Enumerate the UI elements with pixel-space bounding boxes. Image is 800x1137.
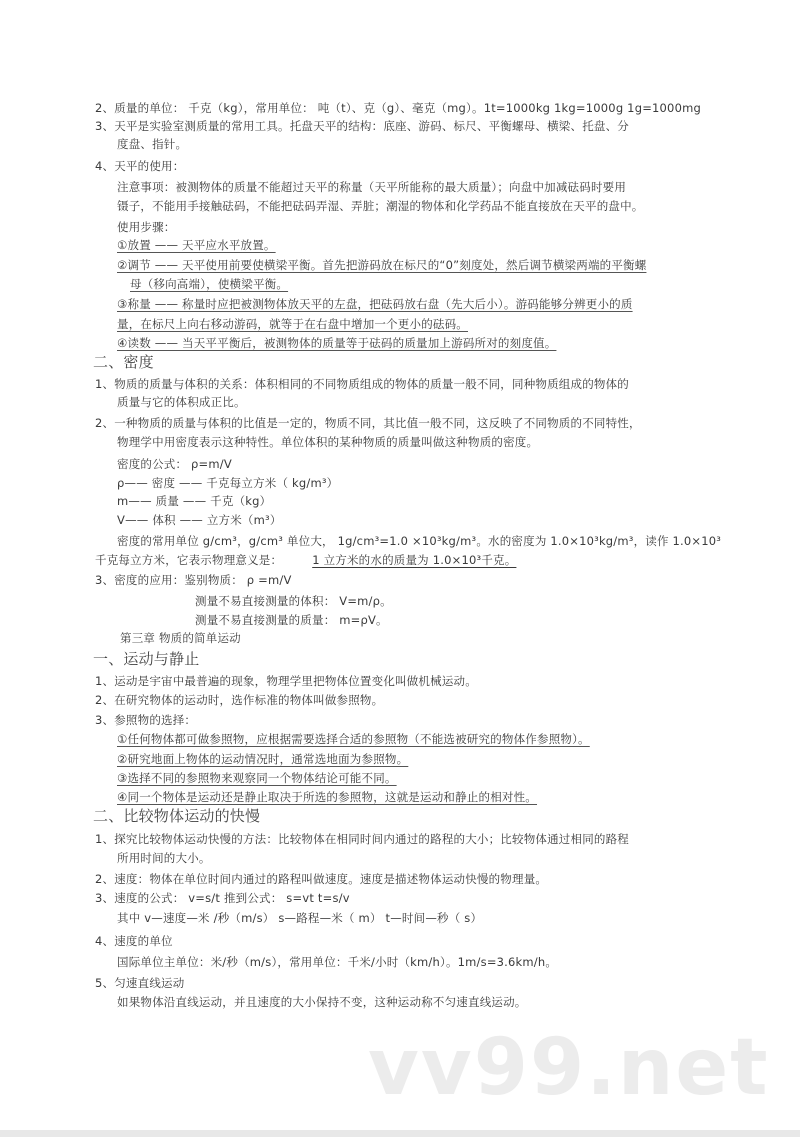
text-line <box>117 198 644 214</box>
text-line <box>117 257 646 273</box>
line-text: 2、质量的单位： 千克（kg），常用单位： 吨（t）、克（g）、毫克（mg）。1t=1000kg 1kg=1000g 1g=1000mg <box>95 101 701 115</box>
text-line <box>95 831 629 847</box>
text-line <box>117 434 538 450</box>
text-line <box>117 237 276 253</box>
text-line <box>95 158 184 174</box>
text-line <box>130 276 288 292</box>
line-text: 国际单位主单位：米/秒（m/s），常用单位：千米/小时（km/h）。1m/s=3.6km/h。 <box>117 955 558 969</box>
text-line <box>117 136 187 152</box>
text-line <box>95 975 184 991</box>
text-line <box>117 296 633 312</box>
text-line <box>195 593 392 609</box>
text-line <box>95 673 477 689</box>
section-heading <box>93 353 154 371</box>
line-text: ③称量 —— 称量时应把被测物体放天平的左盘，把砝码放右盘（先大后小）。游码能够分辨更小的质 <box>117 297 633 311</box>
line-text: 1、探究比较物体运动快慢的方法：比较物体在相同时间内通过的路程的大小；比较物体通过相同的路程 <box>95 832 630 846</box>
line-text: 1、物质的质量与体积的关系：体积相同的不同物质组成的物体的质量一般不同，同种物质组成的物体的 <box>95 377 630 391</box>
line-text: 度盘、指针。 <box>117 137 188 151</box>
line-text: 物理学中用密度表示这种特性。单位体积的某种物质的质量叫做这种物质的密度。 <box>117 435 539 449</box>
text-line <box>117 456 232 472</box>
watermark: vv99.net <box>368 1023 770 1113</box>
text-line <box>117 316 468 332</box>
line-text: 4、天平的使用： <box>95 159 185 173</box>
text-line <box>117 954 557 970</box>
line-text: ②研究地面上物体的运动情况时，通常选地面为参照物。 <box>117 752 409 766</box>
section-heading <box>93 650 199 668</box>
text-line <box>117 731 590 747</box>
line-text: 2、在研究物体的运动时，选作标准的物体叫做参照物。 <box>95 693 384 707</box>
line-text: 密度的公式： ρ=m/V <box>117 457 232 471</box>
line-text: ①放置 —— 天平应水平放置。 <box>117 238 276 252</box>
line-text: 母（移向高端），使横梁平衡。 <box>130 277 289 291</box>
text-line <box>117 475 338 491</box>
text-line <box>117 751 408 767</box>
line-text: 所用时间的大小。 <box>117 851 211 865</box>
text-line <box>95 712 196 728</box>
line-text: 3、密度的应用：鉴别物质： ρ =m/V <box>95 573 292 587</box>
line-text: 测量不易直接测量的质量： m=ρV。 <box>195 613 388 627</box>
text-line <box>95 871 547 887</box>
line-text: 注意事项：被测物体的质量不能超过天平的称量（天平所能称的最大质量）；向盘中加减砝码时要用 <box>117 180 627 194</box>
line-text: 4、速度的单位 <box>95 934 173 948</box>
line-text: 二、密度 <box>93 353 154 371</box>
text-line <box>117 512 282 528</box>
text-line <box>95 100 701 116</box>
line-text: ②调节 —— 天平使用前要使横梁平衡。首先把游码放在标尺的“0”刻度处，然后调节横梁两端的平衡螺 <box>117 258 647 272</box>
line-text: m—— 质量 —— 千克（kg） <box>117 494 272 508</box>
text-line <box>117 994 527 1010</box>
line-text: 质量与它的体积成正比。 <box>117 395 246 409</box>
line-text: ①任何物体都可做参照物，应根据需要选择合适的参照物（不能选被研究的物体作参照物）。 <box>117 732 590 746</box>
text-line <box>95 376 629 392</box>
line-text: ④读数 —— 当天平平衡后，被测物体的质量等于砝码的质量加上游码所对的刻度值。 <box>117 336 557 350</box>
line-text: 其中 v—速度—米 /秒（m/s） s—路程—米（ m） t—时间—秒（ s） <box>117 911 483 925</box>
line-text: 3、参照物的选择： <box>95 713 197 727</box>
line-text: 密度的常用单位 g/cm³，g/cm³ 单位大， 1g/cm³=1.0 ×10³kg/m³。水的密度为 1.0×10³kg/m³，读作 1.0×10³ <box>117 534 722 548</box>
line-text: 1、运动是宇宙中最普遍的现象，物理学里把物体位置变化叫做机械运动。 <box>95 674 477 688</box>
text-line <box>117 533 721 549</box>
line-text: 2、速度：物体在单位时间内通过的路程叫做速度。速度是描述物体运动快慢的物理量。 <box>95 872 548 886</box>
underlined-answer: 1 立方米的水的质量为 1.0×10³千克。 <box>312 553 517 567</box>
line-text: 2、一种物质的质量与体积的比值是一定的，物质不同，其比值一般不同，这反映了不同物质的不同特性， <box>95 416 641 430</box>
line-text: ρ—— 密度 —— 千克每立方米（ kg/m³） <box>117 476 339 490</box>
line-text: ③选择不同的参照物来观察同一个物体结论可能不同。 <box>117 771 397 785</box>
text-line <box>95 572 292 588</box>
line-text: 使用步骤： <box>117 220 176 234</box>
line-text: 第三章 物质的简单运动 <box>120 631 241 645</box>
text-line <box>117 770 397 786</box>
line-text: 二、比较物体运动的快慢 <box>93 807 261 825</box>
line-text: 镊子，不能用手接触砝码，不能把砝码弄湿、弄脏；潮湿的物体和化学药品不能直接放在天平的盘中。 <box>117 199 644 213</box>
text-line <box>117 394 246 410</box>
line-text: 5、匀速直线运动 <box>95 976 185 990</box>
text-line <box>117 850 211 866</box>
line-text: 3、天平是实验室测质量的常用工具。托盘天平的结构：底座、游码、标尺、平衡螺母、横梁、托盘、分 <box>95 119 630 133</box>
text-line <box>95 415 641 431</box>
text-line <box>117 219 176 235</box>
text-line <box>95 890 350 906</box>
text-line <box>117 335 556 351</box>
line-text: 测量不易直接测量的体积： V=m/ρ。 <box>195 594 392 608</box>
text-line <box>117 179 626 195</box>
line-text: ④同一个物体是运动还是静止取决于所选的参照物，这就是运动和静止的相对性。 <box>117 790 538 804</box>
section-heading <box>93 807 260 825</box>
line-text: 千克每立方米，它表示物理意义是： <box>95 553 283 567</box>
text-line <box>117 789 537 805</box>
line-text: 量，在标尺上向右移动游码，就等于在右盘中增加一个更小的砝码。 <box>117 317 468 331</box>
line-text: V—— 体积 —— 立方米（m³） <box>117 513 282 527</box>
text-line <box>95 692 383 708</box>
text-line <box>95 552 516 568</box>
text-line <box>117 910 482 926</box>
text-line <box>195 612 388 628</box>
text-line <box>95 118 629 134</box>
line-text: 如果物体沿直线运动，并且速度的大小保持不变，这种运动称不匀速直线运动。 <box>117 995 527 1009</box>
text-line <box>120 630 241 646</box>
text-line <box>117 493 271 509</box>
line-text: 3、速度的公式： v=s/t 推到公式： s=vt t=s/v <box>95 891 350 905</box>
line-text: 一、运动与静止 <box>93 650 200 668</box>
text-line <box>95 933 173 949</box>
page-bottom-edge <box>0 1130 800 1137</box>
